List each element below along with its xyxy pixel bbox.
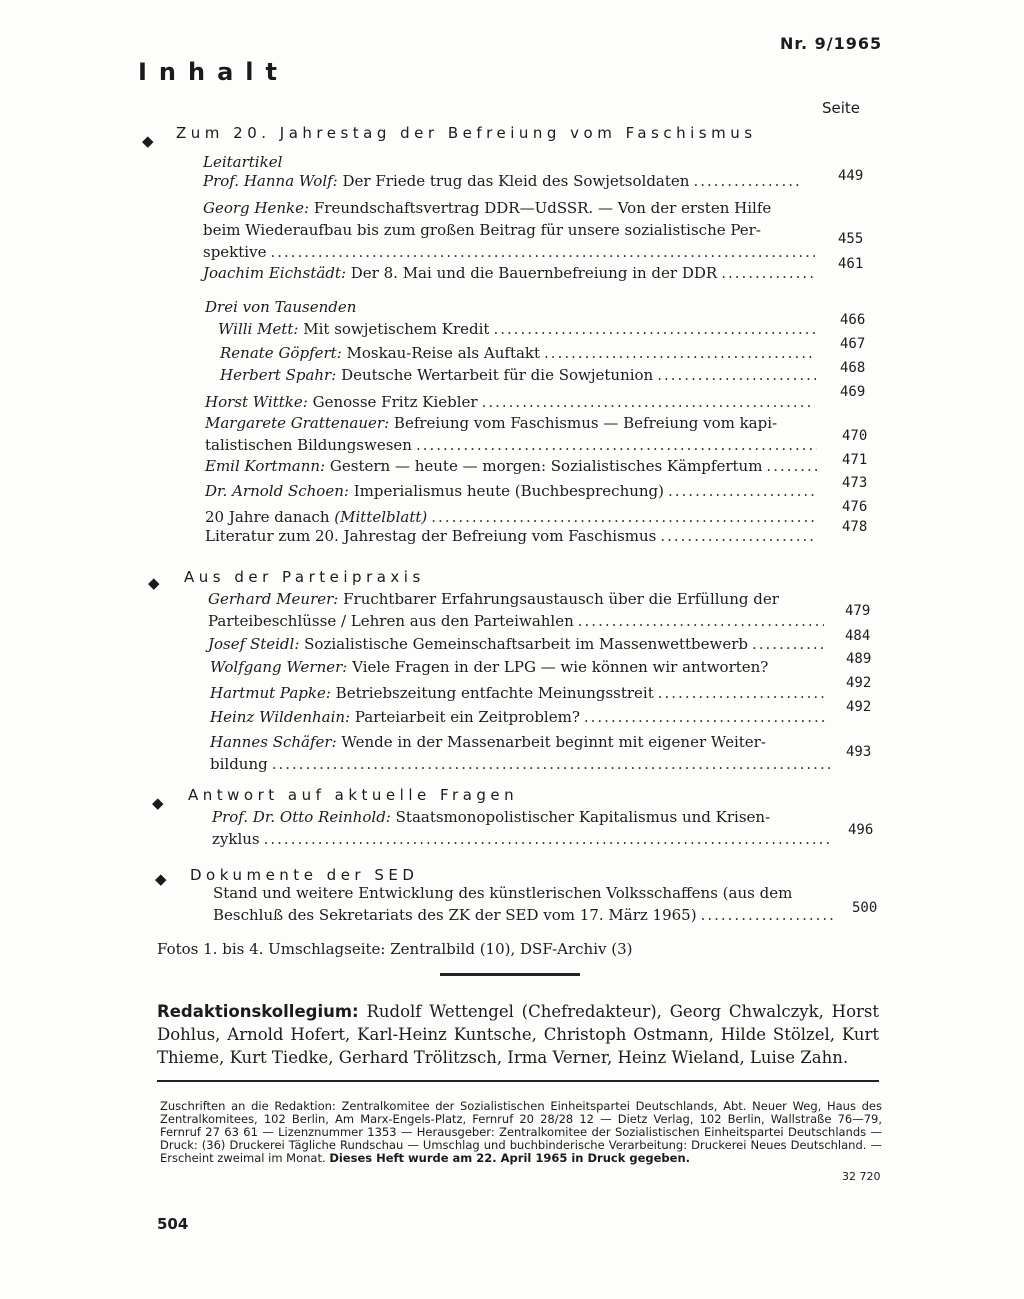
toc-entry[interactable] bbox=[203, 170, 803, 192]
entry-page: 478 bbox=[842, 519, 868, 535]
entry-title: Imperialismus heute (Buchbesprechung) bbox=[353, 482, 664, 500]
entry-title: 20 Jahre danach bbox=[205, 508, 330, 526]
entry-author: Joachim Eichstädt: bbox=[203, 264, 346, 282]
editorial-board-label: Redaktionskollegium: bbox=[157, 1002, 359, 1021]
toc-entry[interactable] bbox=[220, 364, 816, 386]
entry-page: 479 bbox=[845, 603, 871, 619]
divider bbox=[440, 973, 580, 976]
entry-author: Herbert Spahr: bbox=[220, 366, 337, 384]
dot-leader bbox=[416, 434, 817, 456]
entry-author: Hannes Schäfer: bbox=[210, 733, 337, 751]
toc-entry[interactable] bbox=[218, 318, 816, 340]
page-title: Inhalt bbox=[138, 58, 289, 86]
divider bbox=[157, 1080, 879, 1082]
toc-entry[interactable] bbox=[208, 588, 824, 632]
toc-entry[interactable] bbox=[210, 656, 826, 678]
entry-title: Wende in der Massenarbeit beginnt mit eigener Weiter- bbox=[341, 733, 766, 751]
dot-leader bbox=[482, 391, 815, 413]
entry-author: Hartmut Papke: bbox=[210, 684, 331, 702]
toc-entry[interactable] bbox=[203, 262, 815, 284]
entry-page: 493 bbox=[846, 744, 872, 760]
dot-leader bbox=[493, 318, 816, 340]
entry-author: Josef Steidl: bbox=[208, 635, 300, 653]
toc-entry[interactable] bbox=[205, 455, 817, 477]
entry-author: Prof. Dr. Otto Reinhold: bbox=[212, 808, 391, 826]
entry-page: 467 bbox=[840, 336, 866, 352]
section-heading: Antwort auf aktuelle Fragen bbox=[188, 786, 519, 804]
entry-title: Fruchtbarer Erfahrungsaustausch über die Erfüllung der bbox=[343, 590, 779, 608]
entry-page: 470 bbox=[842, 428, 868, 444]
toc-entry[interactable] bbox=[205, 480, 817, 502]
toc-entry[interactable] bbox=[210, 731, 830, 775]
dot-leader bbox=[660, 525, 817, 547]
dot-leader bbox=[752, 633, 824, 655]
entry-author: Dr. Arnold Schoen: bbox=[205, 482, 349, 500]
entry-title: Befreiung vom Faschismus — Befreiung vom kapi- bbox=[393, 414, 778, 432]
diamond-bullet-icon: ◆ bbox=[148, 574, 160, 592]
entry-page: 455 bbox=[838, 231, 864, 247]
entry-title-italic: (Mittelblatt) bbox=[334, 508, 428, 526]
dot-leader bbox=[657, 364, 816, 386]
diamond-bullet-icon: ◆ bbox=[152, 794, 164, 812]
entry-author: Horst Wittke: bbox=[205, 393, 308, 411]
entry-author: Gerhard Meurer: bbox=[208, 590, 339, 608]
entry-title: Deutsche Wertarbeit für die Sowjetunion bbox=[341, 366, 654, 384]
entry-page: 496 bbox=[848, 822, 874, 838]
entry-title: Der 8. Mai und die Bauernbefreiung in der DDR bbox=[350, 264, 718, 282]
entry-author: Emil Kortmann: bbox=[205, 457, 326, 475]
page-column-label: Seite bbox=[822, 99, 861, 117]
dot-leader bbox=[270, 241, 815, 263]
editorial-board-names: Rudolf Wettengel (Chefredakteur), Georg Chwalczyk, Horst Dohlus, Arnold Hofert, Karl-Heinz Kuntsche, Christoph Ostmann, Hilde Stölzel, Kurt Thieme, Kurt Tiedke, Gerhard Trölitzsch, Irma Verner, Heinz Wieland, Luise Zahn. bbox=[157, 1002, 879, 1067]
entry-author: Wolfgang Werner: bbox=[210, 658, 348, 676]
dot-leader bbox=[721, 262, 815, 284]
entry-title: Viele Fragen in der LPG — wie können wir antworten? bbox=[352, 658, 769, 676]
entry-page: 476 bbox=[842, 499, 868, 515]
dot-leader bbox=[264, 828, 830, 850]
entry-page: 471 bbox=[842, 452, 868, 468]
subsection-label: Leitartikel bbox=[203, 153, 283, 171]
issue-number: Nr. 9/1965 bbox=[780, 34, 883, 53]
entry-title: Genosse Fritz Kiebler bbox=[312, 393, 478, 411]
dot-leader bbox=[668, 480, 817, 502]
diamond-bullet-icon: ◆ bbox=[155, 870, 167, 888]
entry-author: Renate Göpfert: bbox=[220, 344, 342, 362]
entry-title: Gestern — heute — morgen: Sozialistisches Kämpfertum bbox=[329, 457, 763, 475]
dot-leader bbox=[701, 904, 833, 926]
photo-credits: Fotos 1. bis 4. Umschlagseite: Zentralbild (10), DSF-Archiv (3) bbox=[157, 940, 633, 958]
entry-page: 489 bbox=[846, 651, 872, 667]
toc-entry[interactable] bbox=[212, 806, 830, 850]
entry-page: 468 bbox=[840, 360, 866, 376]
entry-page: 492 bbox=[846, 675, 872, 691]
print-code: 32 720 bbox=[842, 1170, 881, 1183]
entry-title: Sozialistische Gemeinschaftsarbeit im Massenwettbewerb bbox=[304, 635, 748, 653]
editorial-board bbox=[157, 1000, 879, 1069]
entry-author: Willi Mett: bbox=[218, 320, 299, 338]
entry-title: Mit sowjetischem Kredit bbox=[303, 320, 490, 338]
entry-page: 461 bbox=[838, 256, 864, 272]
section-heading: Dokumente der SED bbox=[190, 866, 419, 884]
section-heading: Zum 20. Jahrestag der Befreiung vom Faschismus bbox=[176, 124, 757, 142]
dot-leader bbox=[544, 342, 816, 364]
diamond-bullet-icon: ◆ bbox=[142, 132, 154, 150]
dot-leader bbox=[272, 753, 830, 775]
dot-leader bbox=[766, 455, 817, 477]
dot-leader bbox=[584, 706, 826, 728]
toc-entry[interactable] bbox=[210, 682, 826, 704]
entry-title: Moskau-Reise als Auftakt bbox=[346, 344, 541, 362]
entry-page: 466 bbox=[840, 312, 866, 328]
section-heading: Aus der Parteipraxis bbox=[184, 568, 425, 586]
entry-title-cont: zyklus bbox=[212, 830, 260, 848]
dot-leader bbox=[693, 170, 803, 192]
imprint-text: Zuschriften an die Redaktion: Zentralkomitee der Sozialistischen Einheitspartei Deutschlands, Abt. Neuer Weg, Haus des Zentralkomitees, 102 Berlin, Am Marx-Engels-Platz, Fernruf 20 28/28 12 — Dietz Verlag, 102 Berlin, Wallstraße 76—79, Fernruf 27 63 61 — Lizenznummer 1353 — Herausgeber: Zentralkomitee der Sozialistischen Einheitspartei Deutschlands — Druck: (36) Druckerei Tägliche Rundschau — Umschlag und buchbinderische Verarbeitung: Druckerei Neues Deutschland. — Erscheint zweimal im Monat. bbox=[160, 1099, 882, 1165]
entry-author: Georg Henke: bbox=[203, 199, 310, 217]
subsection-label: Drei von Tausenden bbox=[205, 298, 357, 316]
toc-entry[interactable] bbox=[203, 197, 815, 263]
toc-entry[interactable] bbox=[220, 342, 816, 364]
toc-entry[interactable] bbox=[205, 391, 815, 413]
imprint-print-date: Dieses Heft wurde am 22. April 1965 in Druck gegeben. bbox=[329, 1151, 691, 1165]
entry-page: 500 bbox=[852, 900, 878, 916]
toc-entry[interactable] bbox=[213, 882, 833, 926]
dot-leader bbox=[578, 610, 824, 632]
entry-title-cont: bildung bbox=[210, 755, 268, 773]
entry-page: 449 bbox=[838, 168, 864, 184]
entry-title: Betriebszeitung entfachte Meinungsstreit bbox=[335, 684, 654, 702]
entry-title: Staatsmonopolistischer Kapitalismus und Krisen- bbox=[395, 808, 771, 826]
toc-entry[interactable] bbox=[208, 633, 824, 655]
entry-title-cont: beim Wiederaufbau bis zum großen Beitrag für unsere sozialistische Per- bbox=[203, 221, 761, 239]
toc-entry[interactable] bbox=[210, 706, 826, 728]
entry-title-cont: talistischen Bildungswesen bbox=[205, 436, 412, 454]
entry-title: Der Friede trug das Kleid des Sowjetsoldaten bbox=[342, 172, 690, 190]
entry-page: 484 bbox=[845, 628, 871, 644]
entry-author: Margarete Grattenauer: bbox=[205, 414, 390, 432]
imprint bbox=[160, 1100, 882, 1165]
entry-title-cont: Parteibeschlüsse / Lehren aus den Parteiwahlen bbox=[208, 612, 574, 630]
dot-leader bbox=[658, 682, 826, 704]
entry-title-cont: Beschluß des Sekretariats des ZK der SED vom 17. März 1965) bbox=[213, 906, 697, 924]
entry-title-cont: spektive bbox=[203, 243, 267, 261]
toc-entry[interactable] bbox=[205, 525, 817, 547]
entry-page: 473 bbox=[842, 475, 868, 491]
entry-title: Parteiarbeit ein Zeitproblem? bbox=[354, 708, 580, 726]
page-number: 504 bbox=[157, 1215, 189, 1233]
entry-page: 492 bbox=[846, 699, 872, 715]
entry-title: Stand und weitere Entwicklung des künstlerischen Volksschaffens (aus dem bbox=[213, 884, 793, 902]
entry-author: Heinz Wildenhain: bbox=[210, 708, 351, 726]
toc-entry[interactable] bbox=[205, 412, 817, 456]
entry-title: Literatur zum 20. Jahrestag der Befreiung vom Faschismus bbox=[205, 527, 657, 545]
entry-page: 469 bbox=[840, 384, 866, 400]
entry-title: Freundschaftsvertrag DDR—UdSSR. — Von der ersten Hilfe bbox=[313, 199, 772, 217]
entry-author: Prof. Hanna Wolf: bbox=[203, 172, 338, 190]
